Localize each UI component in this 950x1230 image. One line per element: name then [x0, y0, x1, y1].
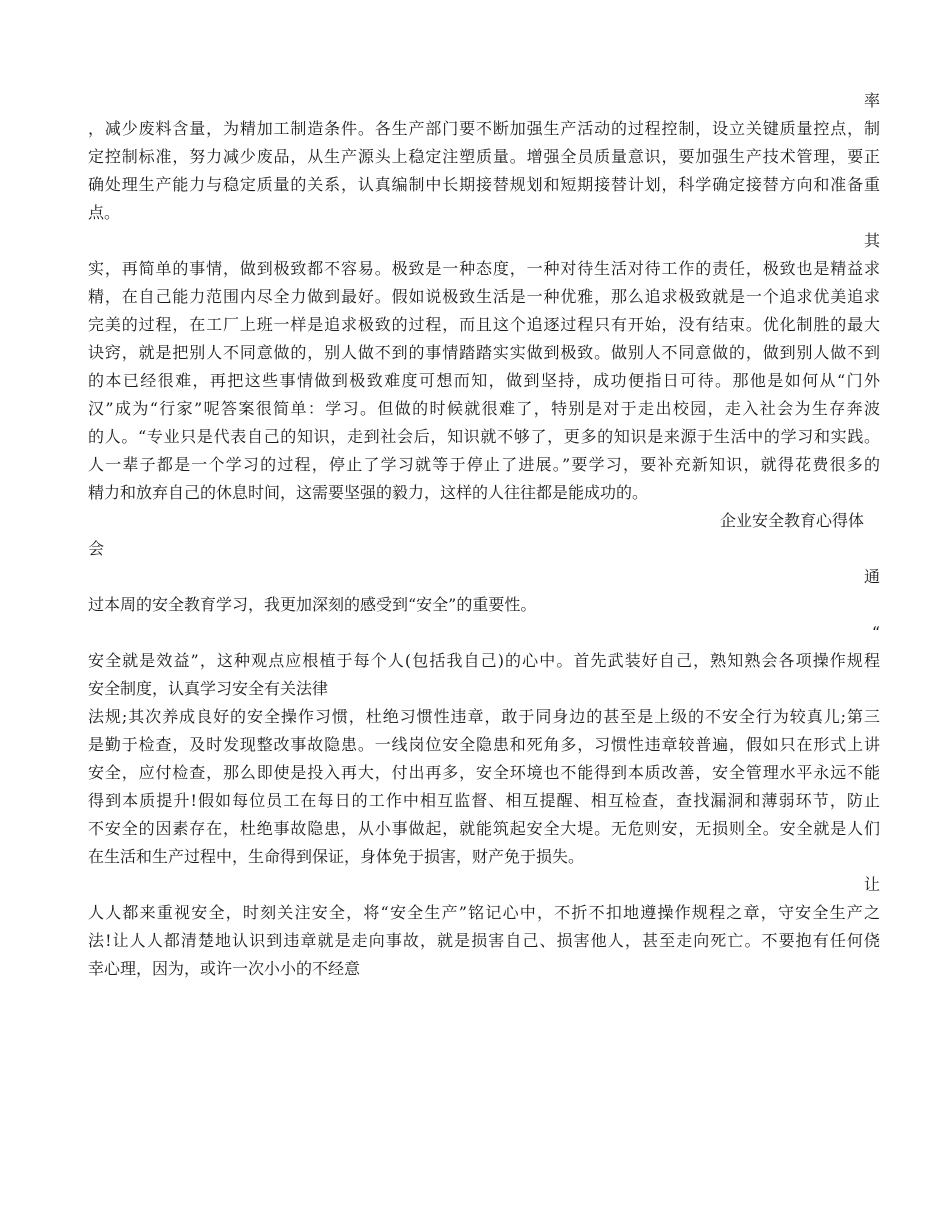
document-body [88, 87, 880, 983]
text-line: 法!让人人都清楚地认识到违章就是走向事故，就是损害自己、损害他人，甚至走向死亡。不要抱有任何侥 [88, 931, 880, 950]
text-line: 安全，应付检查，那么即使是投入再大，付出再多，安全环境也不能得到本质改善，安全管理水平永远不能 [88, 763, 880, 782]
text-line: 安全制度，认真学习安全有关法律 [88, 679, 329, 698]
text-line: 点。 [88, 203, 121, 222]
text-line: 不安全的因素存在，杜绝事故隐患，从小事做起，就能筑起安全大堤。无危则安，无损则全。安全就是人们 [88, 819, 880, 838]
text-line: 法规;其次养成良好的安全操作习惯，杜绝习惯性违章，敢于同身边的甚至是上级的不安全行为较真儿;第三 [88, 707, 880, 726]
text-line: 的本已经很难，再把这些事情做到极致难度可想而知，做到坚持，成功便指日可待。那他是如何从“门外 [88, 371, 880, 390]
text-line: 精力和放弃自己的休息时间，这需要坚强的毅力，这样的人往往都是能成功的。 [88, 483, 649, 502]
text-line: 实，再简单的事情，做到极致都不容易。极致是一种态度，一种对待生活对待工作的责任，极致也是精益求 [88, 259, 880, 278]
text-line: 安全就是效益”，这种观点应根植于每个人(包括我自己)的心中。首先武装好自己，熟知熟会各项操作规程 [88, 651, 880, 670]
text-line: 人人都来重视安全，时刻关注安全，将“安全生产”铭记心中，不折不扣地遵操作规程之章，守安全生产之 [88, 903, 880, 922]
text-line: 率 [863, 91, 880, 110]
text-line: 人一辈子都是一个学习的过程，停止了学习就等于停止了进展。”要学习，要补充新知识，就得花费很多的 [88, 455, 880, 474]
text-line: 汉”成为“行家”呢答案很简单：学习。但做的时候就很难了，特别是对于走出校园，走入社会为生存奔波 [88, 399, 880, 418]
section-heading-continued: 会 [88, 539, 105, 558]
section-heading: 企业安全教育心得体 [719, 511, 864, 530]
text-line: 完美的过程，在工厂上班一样是追求极致的过程，而且这个追逐过程只有开始，没有结束。优化制胜的最大 [88, 315, 880, 334]
text-line: 确处理生产能力与稳定质量的关系，认真编制中长期接替规划和短期接替计划，科学确定接替方向和准备重 [88, 175, 880, 194]
text-line: 其 [863, 231, 880, 250]
text-line: 诀窍，就是把别人不同意做的，别人做不到的事情踏踏实实做到极致。做别人不同意做的，做到别人做不到 [88, 343, 880, 362]
text-line: 幸心理，因为，或许一次小小的不经意 [88, 959, 361, 978]
text-line: ，减少废料含量，为精加工制造条件。各生产部门要不断加强生产活动的过程控制，设立关键质量控点，制 [88, 119, 880, 138]
text-line: 过本周的安全教育学习，我更加深刻的感受到“安全”的重要性。 [88, 595, 537, 614]
text-line: 定控制标准，努力减少废品，从生产源头上稳定注塑质量。增强全员质量意识，要加强生产技术管理，要正 [88, 147, 880, 166]
text-line: 通 [863, 567, 880, 586]
text-line: 精，在自己能力范围内尽全力做到最好。假如说极致生活是一种优雅，那么追求极致就是一个追求优美追求 [88, 287, 880, 306]
text-line: 在生活和生产过程中，生命得到保证，身体免于损害，财产免于损失。 [88, 847, 585, 866]
text-line: 得到本质提升!假如每位员工在每日的工作中相互监督、相互提醒、相互检查，查找漏洞和薄弱环节，防止 [88, 791, 880, 810]
text-line: “ [871, 623, 880, 642]
text-line: 让 [863, 875, 880, 894]
text-line: 的人。“专业只是代表自己的知识，走到社会后，知识就不够了，更多的知识是来源于生活中的学习和实践。 [88, 427, 880, 446]
text-line: 是勤于检查，及时发现整改事故隐患。一线岗位安全隐患和死角多，习惯性违章较普遍，假如只在形式上讲 [88, 735, 880, 754]
